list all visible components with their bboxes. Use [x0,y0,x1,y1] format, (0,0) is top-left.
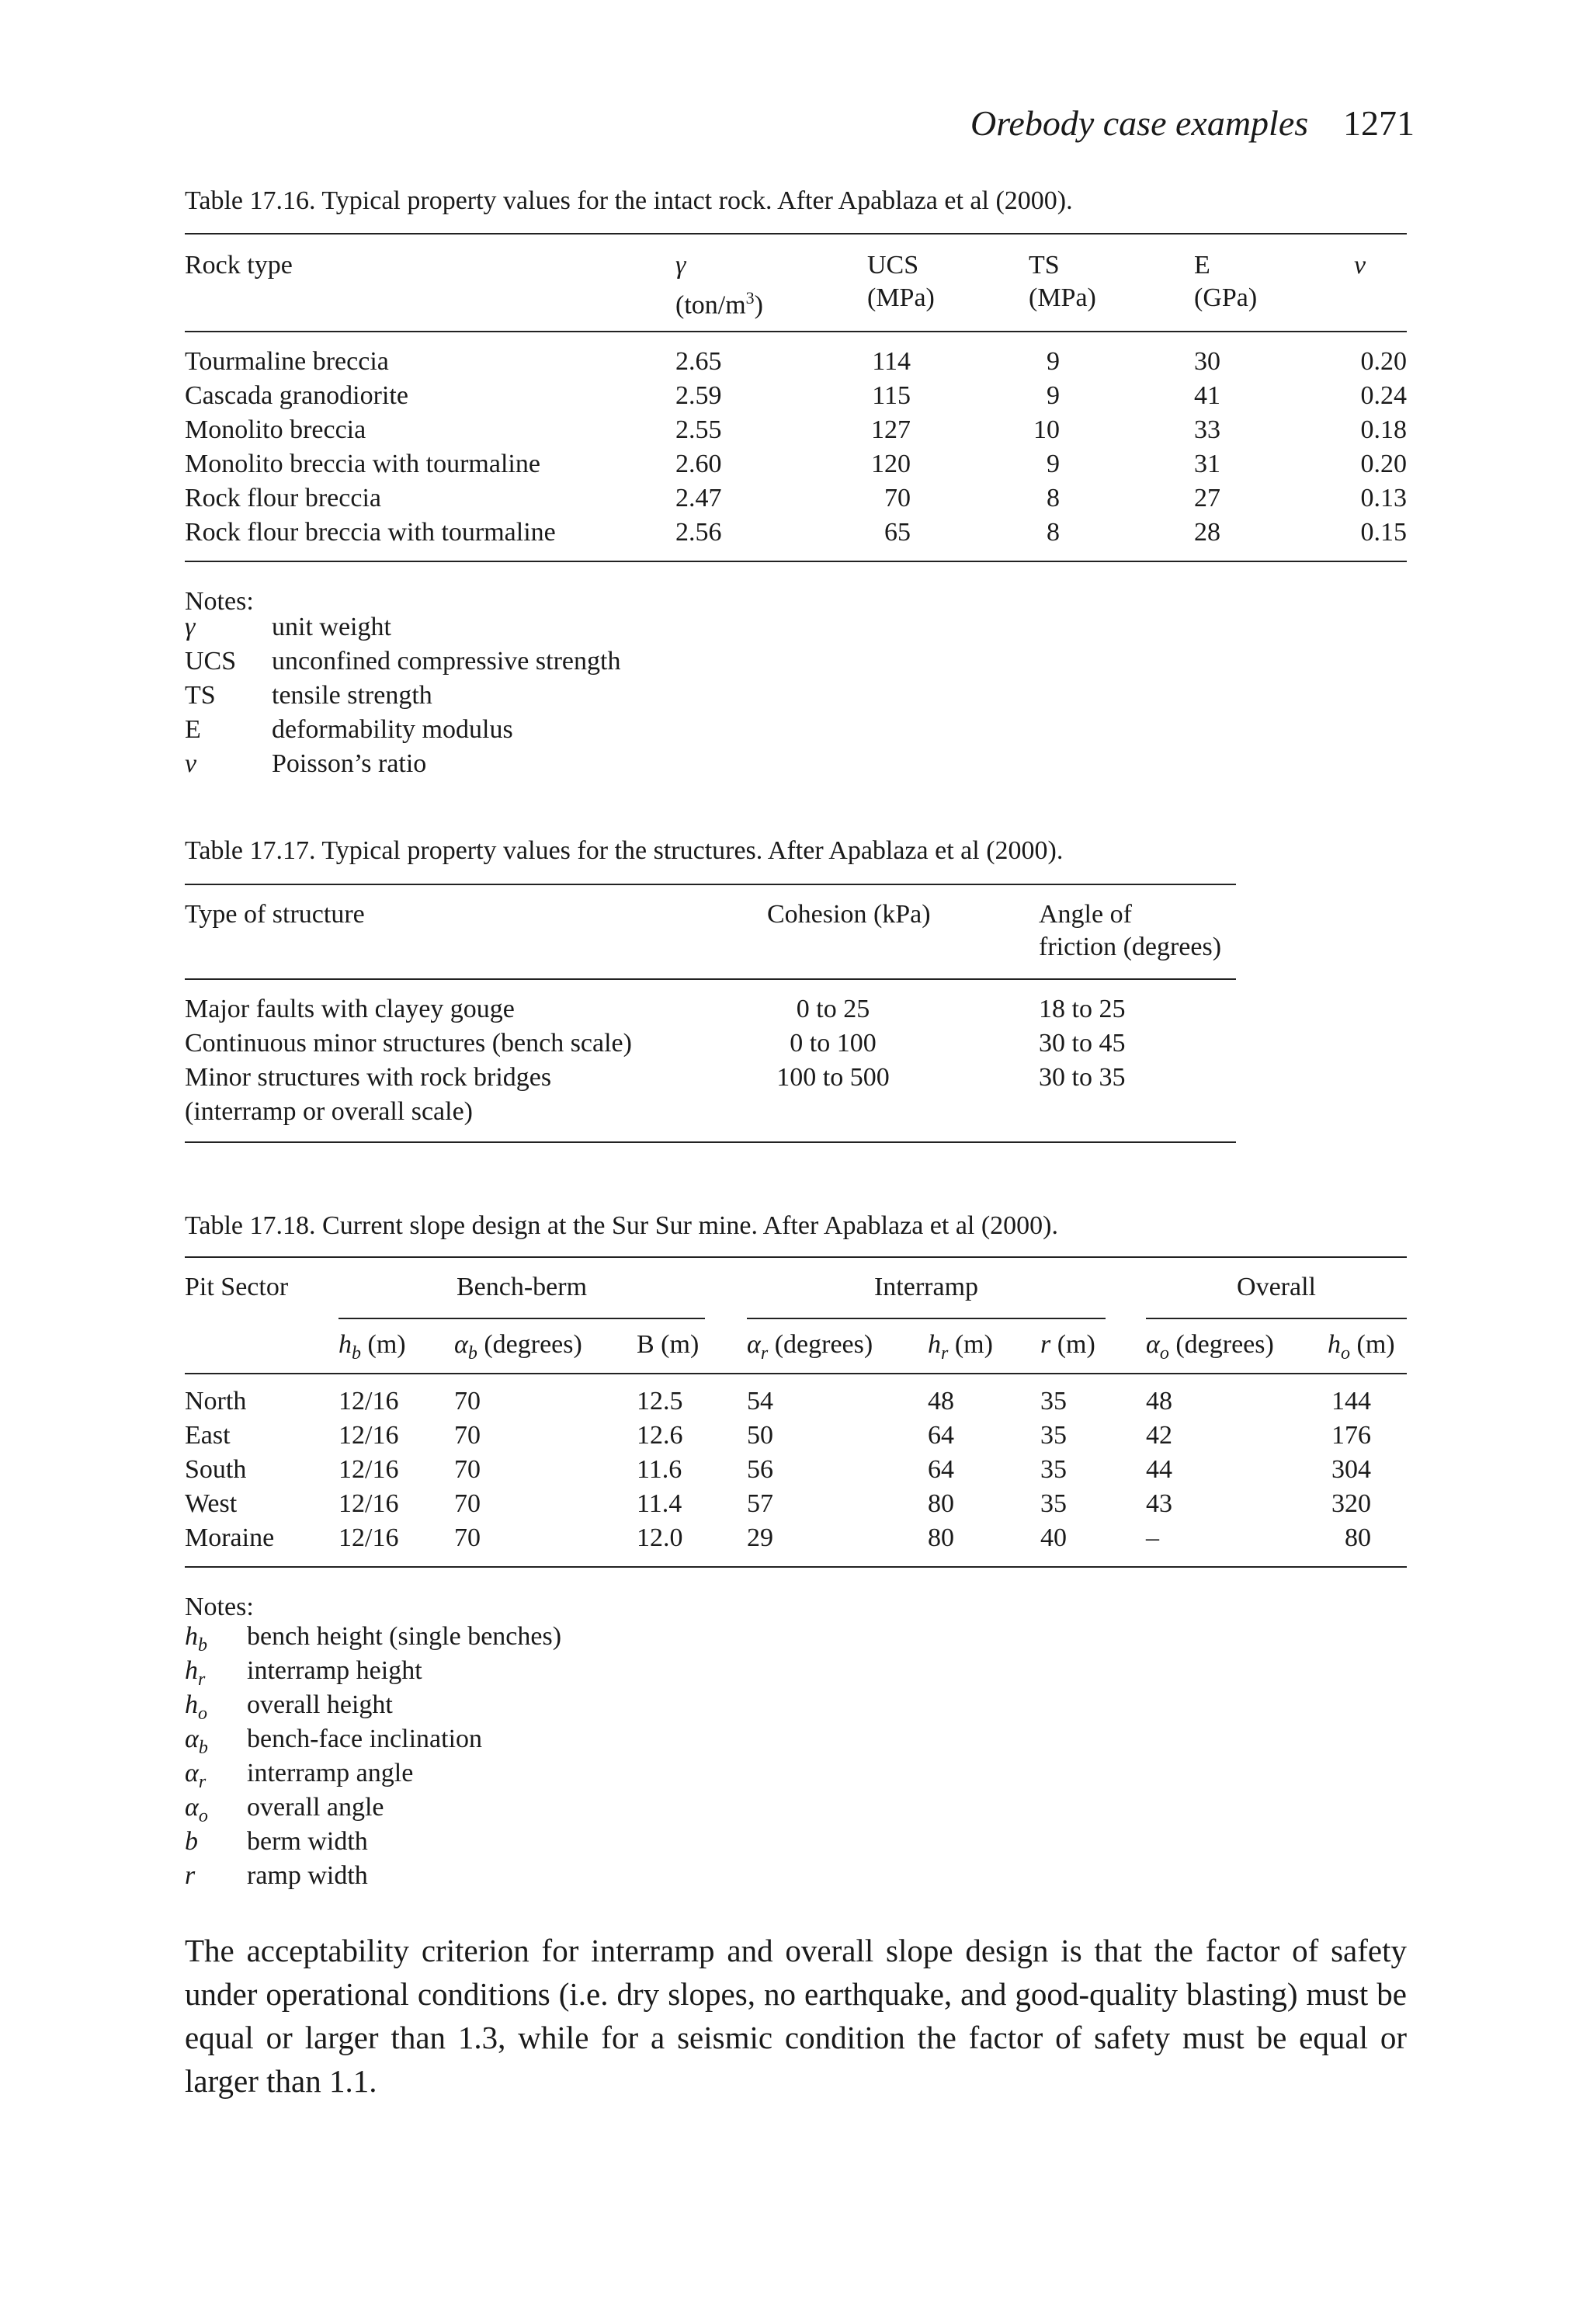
t2-header-cohesion: Cohesion (kPa) [767,900,931,929]
t1-header-nu: ν [1354,251,1366,280]
table-2-header-rule [185,978,1236,980]
t3-r4-r: 35 [1040,1489,1067,1518]
t3-note-4-text: bench-face inclination [247,1725,483,1753]
t3-r2-hr: 64 [928,1421,954,1450]
table-3-caption: Table 17.18. Current slope design at the Sur Sur mine. After Apablaza et al (2000). [185,1211,1059,1240]
t1-r3-nu: 0.18 [1360,415,1407,444]
t1-r6-ts: 8 [1047,518,1060,547]
t1-r6-ucs: 65 [884,518,911,547]
t3-r1-hb: 12/16 [338,1387,399,1416]
t1-r2-ts: 9 [1047,381,1060,410]
t1-note-2-sym: UCS [185,647,237,676]
t1-r6-e: 28 [1194,518,1220,547]
t3-header-alpha-o: $\alpha_o$ (degrees) [1146,1330,1274,1363]
page-number: 1271 [1343,103,1415,143]
t3-header-sector: Pit Sector [185,1273,289,1301]
t1-note-3-sym: TS [185,681,216,710]
t3-r1-sector: North [185,1387,247,1416]
t3-r2-ar: 50 [747,1421,773,1450]
table-1-header-rule [185,331,1407,332]
t3-note-2-sym: $h_r$ [185,1656,206,1690]
t3-r3-hr: 64 [928,1455,954,1484]
t3-r3-B: 11.6 [637,1455,682,1484]
t1-header-ts-unit: (MPa) [1029,283,1096,312]
t3-r4-ho: 320 [1331,1489,1371,1518]
t3-header-r: r (m) [1040,1330,1095,1359]
t1-note-5-text: Poisson’s ratio [272,749,427,778]
t3-r1-ar: 54 [747,1387,773,1416]
t2-r1-type: Major faults with clayey gouge [185,995,515,1023]
t1-note-1-text: unit weight [272,613,391,641]
table-1-bottom-rule [185,561,1407,562]
t3-r5-hr: 80 [928,1523,954,1552]
t3-r5-sector: Moraine [185,1523,275,1552]
t3-header-hb: $h_b$ (m) [338,1330,406,1363]
t2-r2-type: Continuous minor structures (bench scale) [185,1029,632,1058]
t1-r1-rock: Tourmaline breccia [185,347,389,376]
t3-note-3-text: overall height [247,1690,393,1719]
t3-header-bench-berm: Bench-berm [456,1273,588,1301]
t3-r4-hr: 80 [928,1489,954,1518]
t3-note-7-text: berm width [247,1827,368,1856]
table-3-bottom-rule [185,1566,1407,1568]
t3-r4-B: 11.4 [637,1489,682,1518]
t3-overall-group-rule [1146,1318,1407,1319]
t3-r3-ao: 44 [1146,1455,1172,1484]
t1-r2-rock: Cascada granodiorite [185,381,408,410]
t3-r4-ao: 43 [1146,1489,1172,1518]
t3-r2-ao: 42 [1146,1421,1172,1450]
t3-r5-ho: 80 [1345,1523,1371,1552]
t3-r5-B: 12.0 [637,1523,683,1552]
t3-r1-r: 35 [1040,1387,1067,1416]
t3-note-6-sym: $\alpha_o$ [185,1793,208,1826]
t3-r4-hb: 12/16 [338,1489,399,1518]
t2-r2-cohesion: 0 to 100 [790,1029,877,1058]
t1-r6-gamma: 2.56 [675,518,722,547]
t1-note-2-text: unconfined compressive strength [272,647,621,676]
t3-r3-ab: 70 [454,1455,481,1484]
t2-header-angle-line1: Angle of [1039,900,1132,929]
t1-r4-ucs: 120 [871,450,911,478]
t1-r3-gamma: 2.55 [675,415,722,444]
table-3-header-rule [185,1373,1407,1374]
t2-header-type: Type of structure [185,900,365,929]
t1-r5-ucs: 70 [884,484,911,512]
t3-header-overall: Overall [1237,1273,1316,1301]
t1-header-gamma-unit: $(ton/m^3)$ [675,288,763,320]
t3-note-6-text: overall angle [247,1793,384,1822]
t3-r3-ho: 304 [1331,1455,1371,1484]
t1-note-4-sym: E [185,715,201,744]
t1-r2-nu: 0.24 [1360,381,1407,410]
t1-r2-ucs: 115 [872,381,911,410]
t1-r3-ts: 10 [1033,415,1060,444]
t3-r3-ar: 56 [747,1455,773,1484]
t3-interramp-group-rule [747,1318,1106,1319]
table-1-top-rule [185,233,1407,234]
t2-r1-angle: 18 to 25 [1039,995,1126,1023]
t1-r4-rock: Monolito breccia with tourmaline [185,450,540,478]
t1-header-ucs-unit: (MPa) [867,283,935,312]
t3-header-hr: $h_r$ (m) [928,1330,993,1363]
t1-note-4-text: deformability modulus [272,715,513,744]
t3-r4-ab: 70 [454,1489,481,1518]
t3-r2-ho: 176 [1331,1421,1371,1450]
t3-r5-r: 40 [1040,1523,1067,1552]
t3-r5-ab: 70 [454,1523,481,1552]
t1-r2-e: 41 [1194,381,1220,410]
body-paragraph: The acceptability criterion for interramp and overall slope design is that the factor of safety under operational conditions (i.e. dry slopes, no earthquake, and good-quality blasting) must be equal or larger than 1.3, while for a seismic condition the factor of safety must be equal or larger than 1.1. [185,1933,1407,2099]
t2-r3-type: Minor structures with rock bridges [185,1063,552,1092]
t1-r4-e: 31 [1194,450,1220,478]
t3-r1-ho: 144 [1331,1387,1371,1416]
t3-r1-B: 12.5 [637,1387,683,1416]
t2-header-angle-line2: friction (degrees) [1039,933,1222,961]
t3-r3-hb: 12/16 [338,1455,399,1484]
t1-r1-ts: 9 [1047,347,1060,376]
t1-note-5-sym: ν [185,749,197,778]
t3-r2-ab: 70 [454,1421,481,1450]
t2-r1-cohesion: 0 to 25 [796,995,870,1023]
t3-note-8-sym: r [185,1861,196,1890]
t1-r1-gamma: 2.65 [675,347,722,376]
t1-r5-gamma: 2.47 [675,484,722,512]
t1-r5-e: 27 [1194,484,1220,512]
t1-header-e: E [1194,251,1210,280]
t3-note-2-text: interramp height [247,1656,422,1685]
t3-r2-hb: 12/16 [338,1421,399,1450]
t1-r5-rock: Rock flour breccia [185,484,381,512]
t3-header-interramp: Interramp [873,1273,979,1301]
t3-r5-hb: 12/16 [338,1523,399,1552]
t2-r2-angle: 30 to 45 [1039,1029,1126,1058]
t1-r1-ucs: 114 [872,347,911,376]
t1-r2-gamma: 2.59 [675,381,722,410]
t3-r2-sector: East [185,1421,231,1450]
t1-note-3-text: tensile strength [272,681,432,710]
t1-header-gamma: γ [675,251,686,280]
t3-header-alpha-r: $\alpha_r$ (degrees) [747,1330,873,1363]
t3-r3-sector: South [185,1455,247,1484]
t3-note-4-sym: $\alpha_b$ [185,1725,208,1758]
t1-r5-ts: 8 [1047,484,1060,512]
t1-note-1-sym: γ [185,613,196,641]
t1-r3-rock: Monolito breccia [185,415,366,444]
t3-notes-label: Notes: [185,1593,254,1621]
t3-r4-ar: 57 [747,1489,773,1518]
t1-r3-e: 33 [1194,415,1220,444]
t2-r3-type-continuation: (interramp or overall scale) [185,1097,473,1126]
t1-header-ts: TS [1029,251,1060,280]
t1-r4-nu: 0.20 [1360,450,1407,478]
t3-note-5-sym: $\alpha_r$ [185,1759,207,1792]
t1-header-rock: Rock type [185,251,293,280]
t3-r4-sector: West [185,1489,238,1518]
t3-header-B: B (m) [637,1330,700,1359]
t1-notes-label: Notes: [185,587,254,616]
t3-header-ho: $h_o$ (m) [1328,1330,1395,1363]
t3-header-alpha-b: $\alpha_b$ (degrees) [454,1330,582,1363]
t3-r1-ao: 48 [1146,1387,1172,1416]
t3-note-3-sym: $h_o$ [185,1690,207,1724]
table-3-top-rule [185,1256,1407,1258]
t1-r4-gamma: 2.60 [675,450,722,478]
t1-header-e-unit: (GPa) [1194,283,1258,312]
t3-r1-ab: 70 [454,1387,481,1416]
t1-r4-ts: 9 [1047,450,1060,478]
t3-note-1-sym: $h_b$ [185,1622,207,1655]
t2-r3-angle: 30 to 35 [1039,1063,1126,1092]
t3-note-8-text: ramp width [247,1861,368,1890]
t3-r2-r: 35 [1040,1421,1067,1450]
running-title: Orebody case examples [970,103,1309,143]
table-2-top-rule [185,884,1236,885]
t3-note-5-text: interramp angle [247,1759,414,1787]
t2-r3-cohesion: 100 to 500 [776,1063,890,1092]
t1-r1-e: 30 [1194,347,1220,376]
t1-r1-nu: 0.20 [1360,347,1407,376]
t3-bench-group-rule [338,1318,705,1319]
t3-r1-hr: 48 [928,1387,954,1416]
t3-note-1-text: bench height (single benches) [247,1622,562,1651]
t1-header-ucs: UCS [867,251,919,280]
table-2-bottom-rule [185,1141,1236,1143]
t3-note-7-sym: b [185,1827,198,1856]
t1-r5-nu: 0.13 [1360,484,1407,512]
t3-r3-r: 35 [1040,1455,1067,1484]
t1-r6-rock: Rock flour breccia with tourmaline [185,518,556,547]
t3-r5-ao: – [1146,1523,1159,1552]
t3-r2-B: 12.6 [637,1421,683,1450]
t1-r3-ucs: 127 [871,415,911,444]
t1-r6-nu: 0.15 [1360,518,1407,547]
t3-r5-ar: 29 [747,1523,773,1552]
table-2-caption: Table 17.17. Typical property values for the structures. After Apablaza et al (2000). [185,836,1064,865]
table-1-caption: Table 17.16. Typical property values for the intact rock. After Apablaza et al (2000). [185,186,1073,215]
